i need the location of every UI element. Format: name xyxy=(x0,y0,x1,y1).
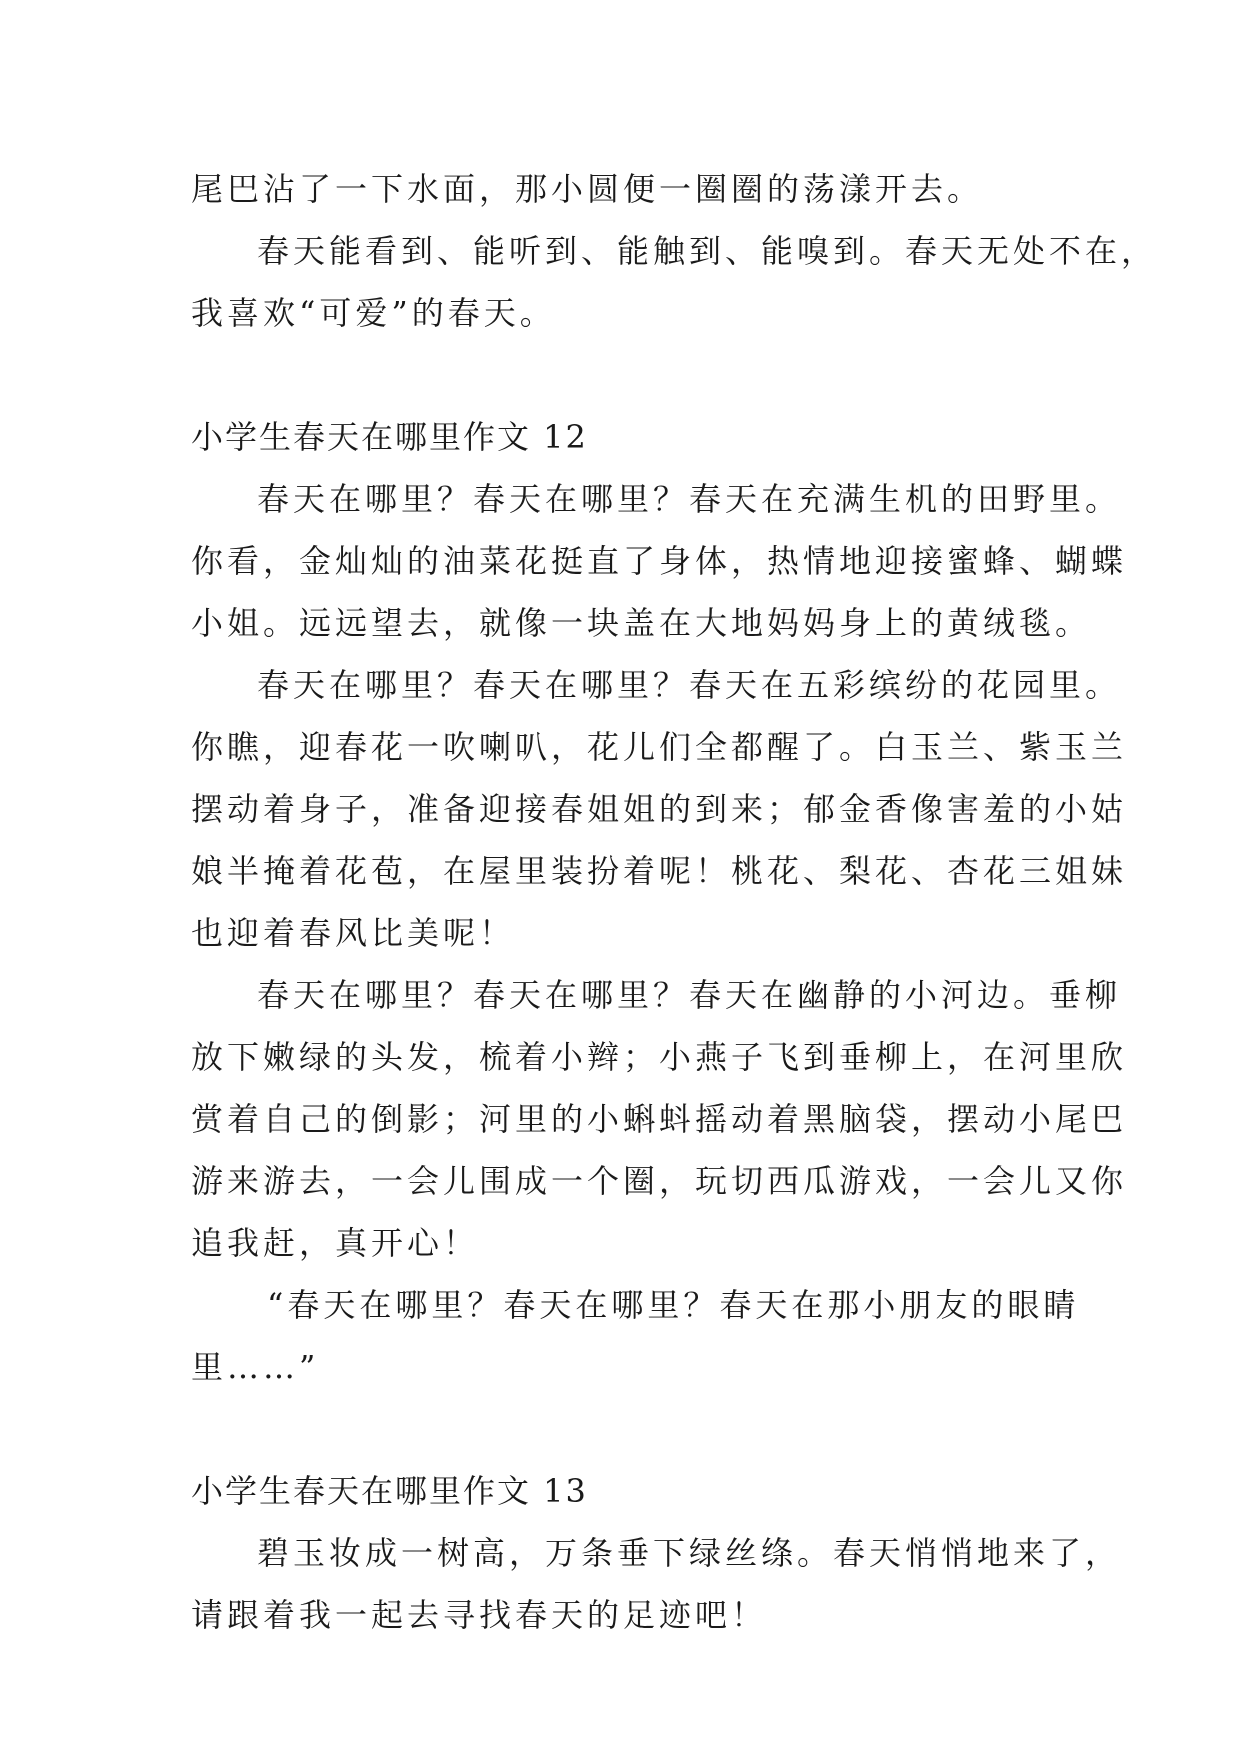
paragraph-line: 娘半掩着花苞，在屋里装扮着呢！桃花、梨花、杏花三姐妹 xyxy=(191,852,1128,890)
paragraph-line: 春天能看到、能听到、能触到、能嗅到。春天无处不在， xyxy=(257,232,1158,270)
paragraph-line: 你瞧，迎春花一吹喇叭，花儿们全都醒了。白玉兰、紫玉兰 xyxy=(191,728,1128,766)
paragraph-line: 请跟着我一起去寻找春天的足迹吧！ xyxy=(191,1596,768,1634)
paragraph-line: 春天在哪里？春天在哪里？春天在五彩缤纷的花园里。 xyxy=(257,666,1122,704)
paragraph-line: 碧玉妆成一树高，万条垂下绿丝绦。春天悄悄地来了， xyxy=(257,1534,1122,1572)
paragraph-line: 春天在哪里？春天在哪里？春天在幽静的小河边。垂柳 xyxy=(257,976,1122,1014)
paragraph-line: 追我赶，真开心！ xyxy=(191,1224,480,1262)
essay-title: 小学生春天在哪里作文 13 xyxy=(191,1472,588,1510)
paragraph-line: 你看，金灿灿的油菜花挺直了身体，热情地迎接蜜蜂、蝴蝶 xyxy=(191,542,1128,580)
document-page xyxy=(191,158,1158,1646)
paragraph-line: 摆动着身子，准备迎接春姐姐的到来；郁金香像害羞的小姑 xyxy=(191,790,1128,828)
essay-title: 小学生春天在哪里作文 12 xyxy=(191,418,588,456)
paragraph-line: 里……” xyxy=(191,1348,320,1386)
paragraph-line: “春天在哪里？春天在哪里？春天在那小朋友的眼睛 xyxy=(267,1286,1080,1324)
paragraph-line: 放下嫩绿的头发，梳着小辫；小燕子飞到垂柳上，在河里欣 xyxy=(191,1038,1128,1076)
paragraph-line: 赏着自己的倒影；河里的小蝌蚪摇动着黑脑袋，摆动小尾巴 xyxy=(191,1100,1128,1138)
paragraph-line: 我喜欢“可爱”的春天。 xyxy=(191,294,556,332)
paragraph-line: 也迎着春风比美呢！ xyxy=(191,914,516,952)
section-gap xyxy=(191,1398,1059,1460)
paragraph-line: 尾巴沾了一下水面，那小圆便一圈圈的荡漾开去。 xyxy=(191,170,984,208)
paragraph-line: 小姐。远远望去，就像一块盖在大地妈妈身上的黄绒毯。 xyxy=(191,604,1092,642)
paragraph-line: 春天在哪里？春天在哪里？春天在充满生机的田野里。 xyxy=(257,480,1122,518)
section-gap xyxy=(191,344,1059,406)
paragraph-line: 游来游去，一会儿围成一个圈，玩切西瓜游戏，一会儿又你 xyxy=(191,1162,1128,1200)
